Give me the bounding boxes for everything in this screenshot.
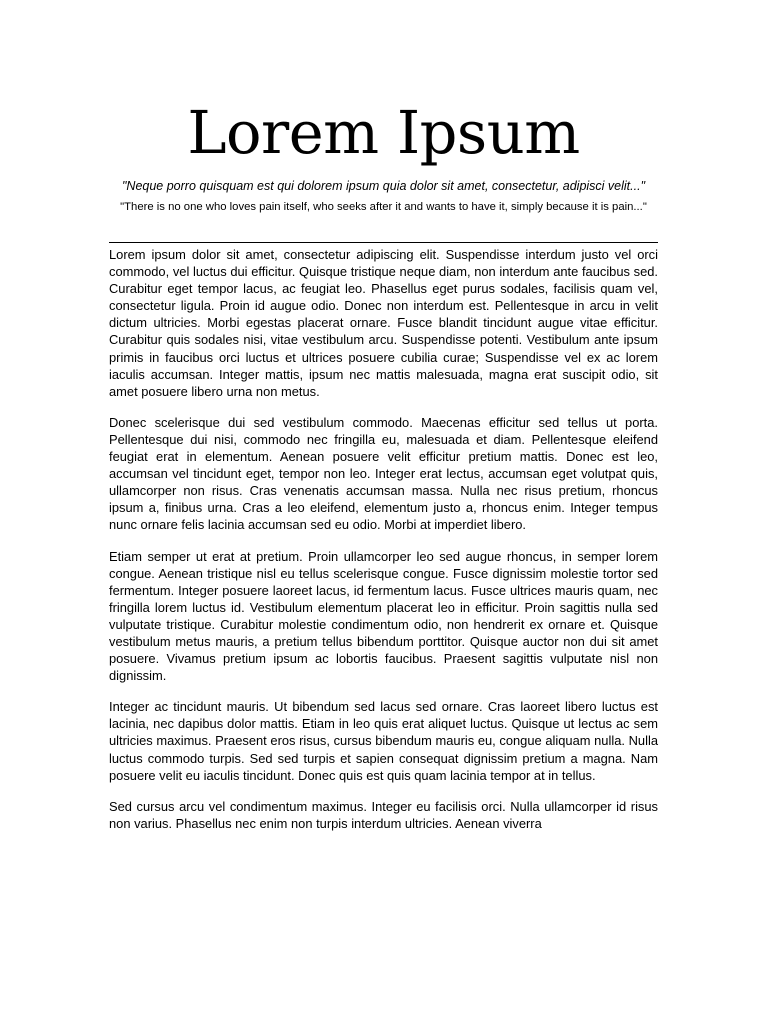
paragraph-1: Lorem ipsum dolor sit amet, consectetur adipiscing elit. Suspendisse interdum justo vel orci commodo, vel luctus dui efficitur. Quisque tristique neque diam, non interdum ante faucibus sed. Curabitur eget tempor lacus, ac feugiat leo. Phasellus eget purus sodales, facilisis quam vel, consectetur ligula. Proin id augue odio. Donec non interdum est. Pellentesque in arcu in velit dictum ultricies. Morbi egestas placerat ornare. Fusce blandit tincidunt augue vitae efficitur. Curabitur quis sodales nisi, vitae vestibulum arcu. Suspendisse potenti. Vestibulum ante ipsum primis in faucibus orci luctus et ultrices posuere cubilia curae; Suspendisse vel ex ac lorem iaculis accumsan. Integer mattis, ipsum nec mattis malesuada, magna erat suscipit odio, sit amet posuere libero urna non metus. <box>109 247 658 399</box>
paragraph-3: Etiam semper ut erat at pretium. Proin ullamcorper leo sed augue rhoncus, in semper lorem congue. Aenean tristique nisl eu tellus scelerisque congue. Fusce dignissim molestie tortor sed fermentum. Integer posuere laoreet lacus, id fermentum lacus. Fusce ultrices mauris quam, nec fringilla lorem luctus id. Vestibulum elementum placerat leo in efficitur. Proin sagittis nulla sed vulputate tristique. Curabitur molestie condimentum odio, non hendrerit ex ornare et. Quisque vestibulum metus mauris, a pretium tellus bibendum porttitor. Quisque auctor non dui sit amet posuere. Vivamus pretium ipsum ac lobortis faucibus. Praesent sagittis vulputate nisl non dignissim. <box>109 548 658 684</box>
paragraph-5: Sed cursus arcu vel condimentum maximus. Integer eu facilisis orci. Nulla ullamcorper id risus non varius. Phasellus nec enim non turpis interdum ultricies. Aenean viverra <box>109 798 658 831</box>
paragraph-4: Integer ac tincidunt mauris. Ut bibendum sed lacus sed ornare. Cras laoreet libero luctus est lacinia, nec dapibus dolor mattis. Etiam in leo quis erat aliquet luctus. Quisque ut lectus ac sem ultricies maximus. Praesent eros risus, cursus bibendum mauris eu, congue aliquam nulla. Nulla luctus commodo turpis. Sed sed turpis et sapien consequat dignissim pretium a magna. Nam posuere velit eu iaculis tincidunt. Donec quis est quis quam lacinia tempor at in tellus. <box>109 699 658 783</box>
document-page <box>109 96 658 846</box>
horizontal-divider <box>109 242 658 243</box>
latin-quote: "Neque porro quisquam est qui dolorem ipsum quia dolor sit amet, consectetur, adipisci velit..." <box>121 179 646 193</box>
english-quote: "There is no one who loves pain itself, who seeks after it and wants to have it, simply because it is pain..." <box>120 201 647 213</box>
document-title: Lorem Ipsum <box>187 98 580 167</box>
body-text <box>109 246 658 832</box>
paragraph-2: Donec scelerisque dui sed vestibulum commodo. Maecenas efficitur sed tellus ut porta. Pellentesque dui nisi, commodo nec fringilla eu, malesuada et diam. Pellentesque eleifend feugiat erat in elementum. Aenean posuere velit efficitur pretium mattis. Donec est leo, accumsan vel tincidunt eget, tempor non leo. Integer erat lectus, accumsan eget volutpat quis, ullamcorper non risus. Cras venenatis accumsan massa. Nulla nec risus pretium, rhoncus ipsum a, finibus urna. Cras a leo eleifend, elementum justo a, rhoncus enim. Integer tempus nunc ornare felis lacinia accumsan sed eu odio. Morbi at imperdiet libero. <box>109 414 658 533</box>
